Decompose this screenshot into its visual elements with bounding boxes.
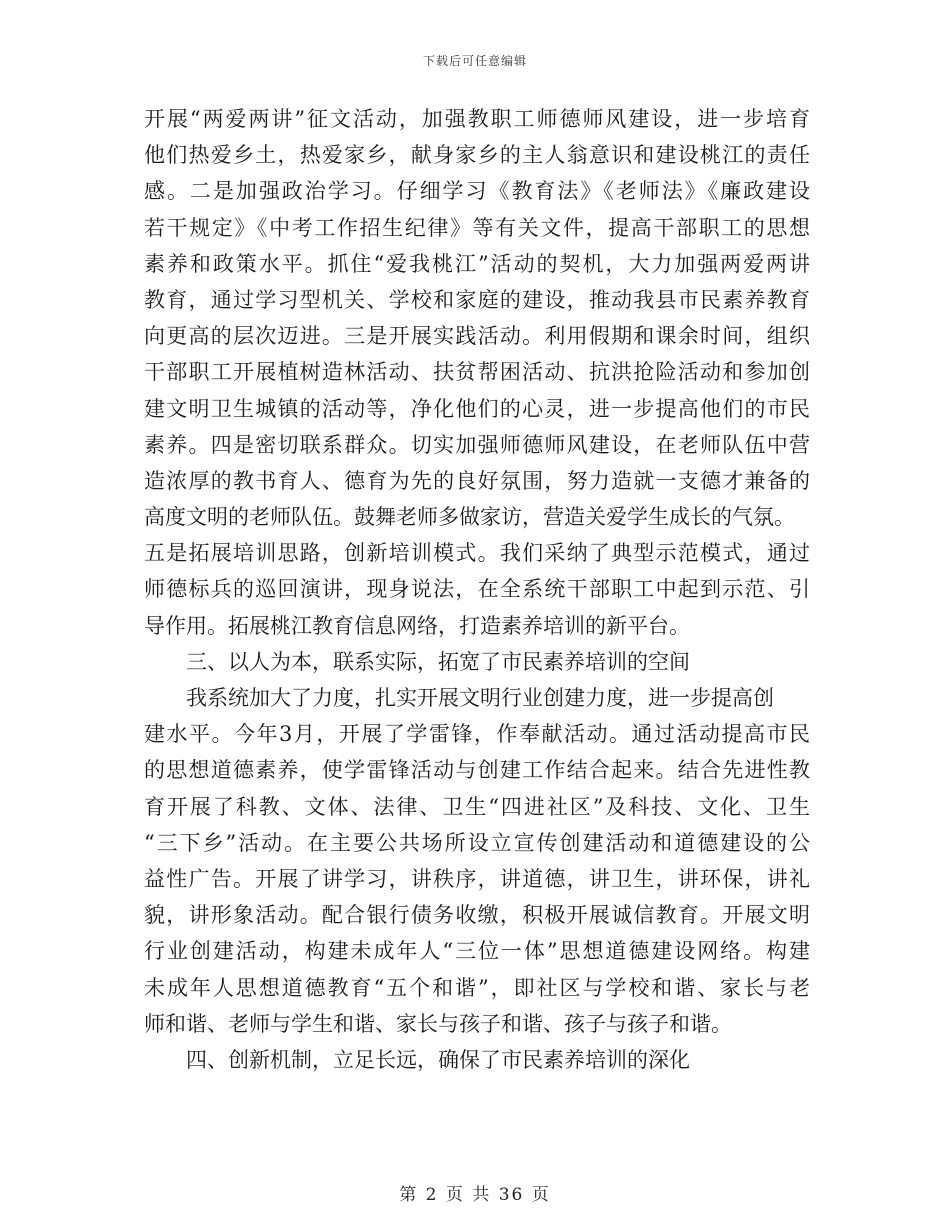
body-line: 开展“两爱两讲”征文活动，加强教职工师德师风建设，进一步培育	[144, 107, 810, 131]
body-line: 教育，通过学习型机关、学校和家庭的建设，推动我县市民素养教育	[144, 287, 810, 312]
page-footer: 第 2 页 共 36 页	[399, 1185, 551, 1205]
body-line: 我系统加大了力度，扎实开展文明行业创建力度，进一步提高创	[186, 686, 774, 710]
body-line: 未成年人思想道德教育“五个和谐”，即社区与学校和谐、家长与老	[144, 975, 810, 1000]
body-line: “三下乡”活动。在主要公共场所设立宣传创建活动和道德建设的公	[144, 830, 810, 855]
section-heading: 三、以人为本，联系实际，拓宽了市民素养培训的空间	[186, 649, 690, 674]
body-line: 的思想道德素养，使学雷锋活动与创建工作结合起来。结合先进性教	[144, 758, 810, 783]
body-line: 育开展了科教、文体、法律、卫生“四进社区”及科技、文化、卫生	[144, 794, 810, 819]
page-header: 下载后可任意编辑	[422, 54, 527, 68]
body-line: 他们热爱乡土，热爱家乡，献身家乡的主人翁意识和建设桃江的责任	[144, 143, 810, 168]
body-line: 若干规定》《中考工作招生纪律》等有关文件，提高干部职工的思想	[144, 215, 810, 240]
body-line: 师德标兵的巡回演讲，现身说法，在全系统干部职工中起到示范、引	[144, 577, 810, 602]
body-line: 行业创建活动，构建未成年人“三位一体”思想道德建设网络。构建	[144, 939, 810, 964]
body-line: 向更高的层次迈进。三是开展实践活动。利用假期和课余时间，组织	[144, 324, 810, 349]
body-line: 干部职工开展植树造林活动、扶贫帮困活动、抗洪抢险活动和参加创	[144, 360, 810, 385]
body-line: 建文明卫生城镇的活动等，净化他们的心灵，进一步提高他们的市民	[144, 396, 810, 421]
document-body	[144, 101, 810, 1078]
body-line: 益性广告。开展了讲学习，讲秩序，讲道德，讲卫生，讲环保，讲礼	[144, 866, 810, 891]
body-line: 造浓厚的教书育人、德育为先的良好氛围，努力造就一支德才兼备的	[144, 468, 810, 493]
section-heading: 四、创新机制，立足长远，确保了市民素养培训的深化	[186, 1047, 690, 1072]
body-line: 五是拓展培训思路，创新培训模式。我们采纳了典型示范模式，通过	[144, 541, 810, 566]
body-line: 素养和政策水平。抓住“爱我桃江”活动的契机，大力加强两爱两讲	[144, 251, 810, 276]
body-line: 感。二是加强政治学习。仔细学习《教育法》《老师法》《廉政建设	[144, 179, 810, 204]
body-line: 建水平。今年3月，开展了学雷锋，作奉献活动。通过活动提高市民	[144, 722, 810, 747]
body-line: 导作用。拓展桃江教育信息网络，打造素养培训的新平台。	[144, 613, 690, 638]
body-line: 貌，讲形象活动。配合银行债务收缴，积极开展诚信教育。开展文明	[144, 903, 810, 928]
body-line: 素养。四是密切联系群众。切实加强师德师风建设，在老师队伍中营	[144, 432, 810, 457]
body-line: 高度文明的老师队伍。鼓舞老师多做家访，营造关爱学生成长的气氛。	[144, 505, 795, 530]
body-line: 师和谐、老师与学生和谐、家长与孩子和谐、孩子与孩子和谐。	[144, 1011, 732, 1036]
